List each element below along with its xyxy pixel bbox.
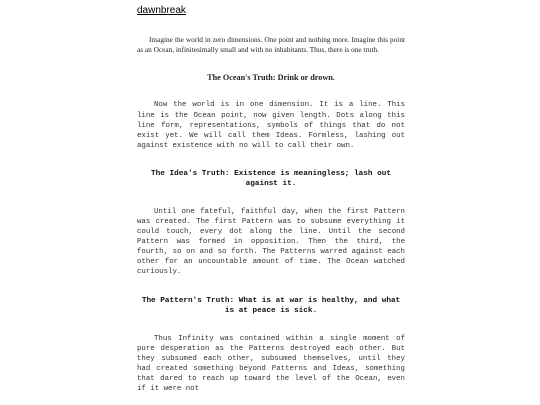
patterns-truth-heading: The Pattern's Truth: What is at war is healthy, and what is at peace is sick. <box>141 296 401 315</box>
one-dimension-paragraph: Now the world is in one dimension. It is a line. This line is the Ocean point, now given length. Dots along this line form, representations, symbols of things that do not exist yet. We will call them Ideas. Formless, lashing out against existence with no will to call their own. <box>137 101 405 150</box>
story-page <box>137 0 405 394</box>
intro-paragraph: Imagine the world in zero dimensions. One point and nothing more. Imagine this point as an Ocean, infinitesimally small and with no inhabitants. Thus, there is one truth. <box>137 35 405 55</box>
ideas-truth-heading: The Idea's Truth: Existence is meaningless; lash out against it. <box>151 169 391 188</box>
oceans-truth-heading: The Ocean's Truth: Drink or drown. <box>207 73 335 83</box>
infinity-paragraph: Thus Infinity was contained within a single moment of pure desperation as the Patterns destroyed each other. But they subsumed each other, subsumed themselves, until they had created something beyond Patterns and Ideas, something that dared to reach up toward the level of the Ocean, even if it were not <box>137 334 405 393</box>
site-link-dawnbreak[interactable]: dawnbreak <box>137 5 186 16</box>
pattern-paragraph: Until one fateful, faithful day, when the first Pattern was created. The first Pattern was to subsume everything it could touch, every dot along the line. Until the second Pattern was formed in opposition. Then the third, the fourth, so on and so forth. The Patterns warred against each other for an uncountable amount of time. The Ocean watched curiously. <box>137 207 405 277</box>
